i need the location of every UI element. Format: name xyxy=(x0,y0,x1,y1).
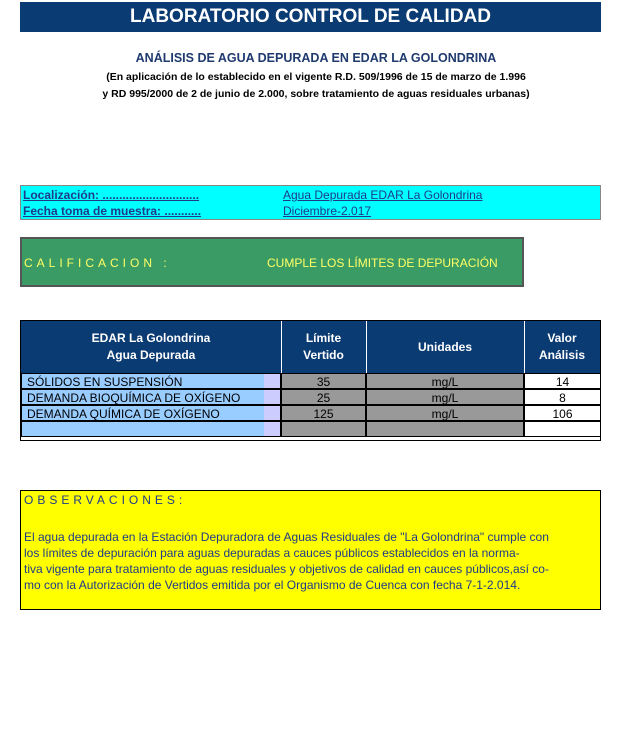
observaciones-line: El agua depurada en la Estación Depuradora de Aguas Residuales de "La Golondrina" cumple con xyxy=(24,530,549,544)
report-subtitle-line-1: (En aplicación de lo establecido en el vigente R.D. 509/1996 de 15 de marzo de 1.996 xyxy=(106,71,526,83)
row-name: DEMANDA QUÍMICA DE OXÍGENO xyxy=(21,405,281,421)
row-name-accent xyxy=(264,373,281,389)
row-value: 106 xyxy=(524,405,601,421)
location-label: Localización: ............................. xyxy=(23,188,200,202)
row-limit xyxy=(281,421,366,437)
row-value: 8 xyxy=(524,389,601,405)
row-unit: mg/L xyxy=(366,373,524,389)
header-limit-line-2: Vertido xyxy=(303,348,344,362)
location-box xyxy=(20,185,601,220)
row-name-accent xyxy=(264,421,281,437)
row-unit: mg/L xyxy=(366,405,524,421)
header-units-label: Unidades xyxy=(417,339,472,354)
observaciones-line: los límites de depuración para aguas depuradas a cauces públicos establecidos en la norma- xyxy=(24,546,520,560)
row-unit: mg/L xyxy=(366,389,524,405)
row-value xyxy=(524,421,601,437)
lab-header: LABORATORIO CONTROL DE CALIDAD xyxy=(20,2,601,32)
report-title: ANÁLISIS DE AGUA DEPURADA EN EDAR LA GOLONDRINA xyxy=(135,51,497,65)
row-value: 14 xyxy=(524,373,601,389)
calificacion-value: CUMPLE LOS LÍMITES DE DEPURACIÓN xyxy=(267,256,498,270)
row-name-accent xyxy=(264,389,281,405)
table-header xyxy=(21,321,600,373)
observaciones-title: OBSERVACIONES: xyxy=(24,493,187,507)
header-limit-line-1: Límite xyxy=(305,331,342,345)
observaciones-box xyxy=(20,490,601,610)
results-table xyxy=(20,320,601,441)
sample-date-label: Fecha toma de muestra: ........... xyxy=(23,204,202,218)
header-limit xyxy=(281,321,366,373)
header-name-line-1: EDAR La Golondrina xyxy=(91,331,211,345)
report-subtitle-line-2: y RD 995/2000 de 2 de junio de 2.000, sobre tratamiento de aguas residuales urbanas) xyxy=(102,88,530,100)
calificacion-box xyxy=(20,237,524,287)
observaciones-text xyxy=(24,529,594,593)
header-units xyxy=(366,321,524,373)
row-name xyxy=(21,421,281,437)
row-name: SÓLIDOS EN SUSPENSIÓN xyxy=(21,373,281,389)
row-limit: 125 xyxy=(281,405,366,421)
calificacion-label: CALIFICACION : xyxy=(24,256,171,270)
observaciones-line: tiva vigente para tratamiento de aguas residuales y objetivos de calidad en cauces públicos,así co- xyxy=(24,562,549,576)
observaciones-line: mo con la Autorización de Vertidos emitida por el Organismo de Cuenca con fecha 7-1-2.014. xyxy=(24,578,521,592)
row-limit: 35 xyxy=(281,373,366,389)
header-name-line-2: Agua Depurada xyxy=(106,348,196,362)
header-name xyxy=(21,321,281,373)
sample-date-value[interactable]: Diciembre-2.017 xyxy=(283,204,372,218)
row-name: DEMANDA BIOQUÍMICA DE OXÍGENO xyxy=(21,389,281,405)
header-value-line-2: Análisis xyxy=(538,348,586,362)
header-value xyxy=(524,321,600,373)
location-value[interactable]: Agua Depurada EDAR La Golondrina xyxy=(283,188,483,202)
header-value-line-1: Valor xyxy=(547,331,577,345)
row-name-accent xyxy=(264,405,281,421)
row-unit xyxy=(366,421,524,437)
row-limit: 25 xyxy=(281,389,366,405)
